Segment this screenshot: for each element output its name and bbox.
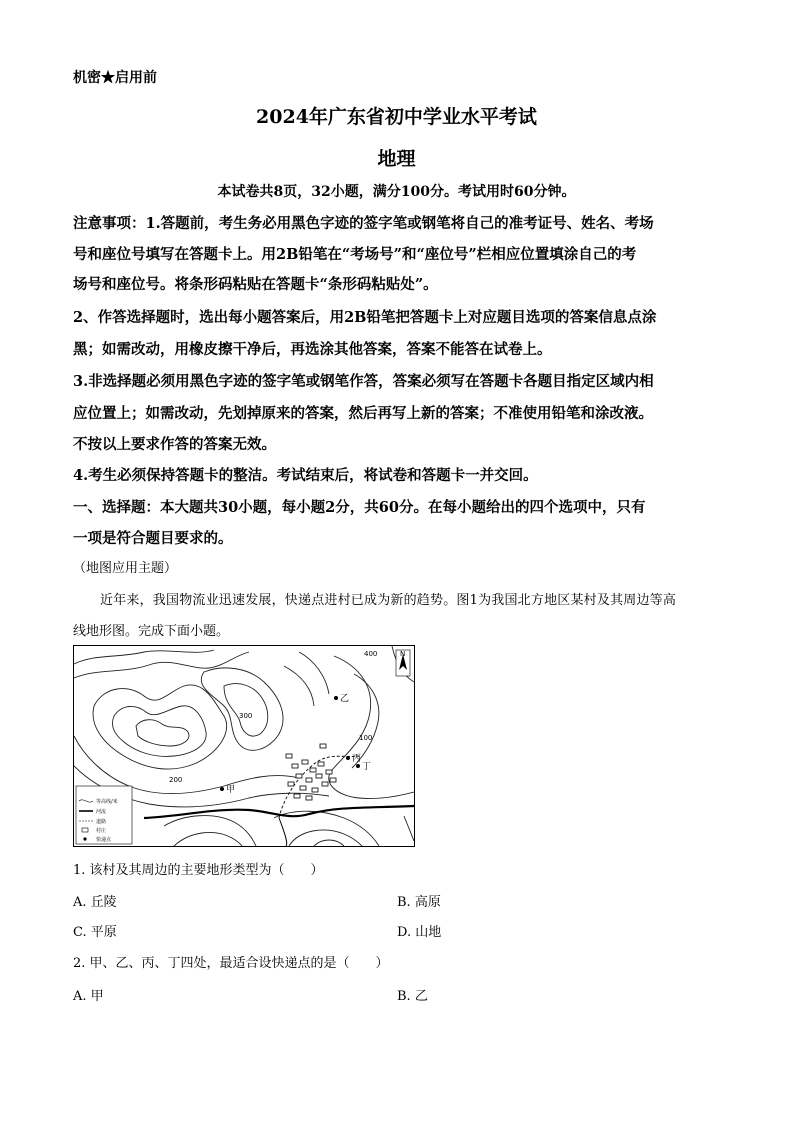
exam-title: 2024年广东省初中学业水平考试 bbox=[256, 106, 537, 128]
map-legend bbox=[76, 786, 132, 844]
contour-map bbox=[73, 645, 415, 847]
point-bing-marker bbox=[346, 756, 350, 760]
contour-map-svg bbox=[74, 646, 414, 846]
legend-label: 道路 bbox=[96, 819, 107, 825]
contour-label: 100 bbox=[359, 734, 373, 742]
question-1-stem: 1. 该村及其周边的主要地形类型为（ ） bbox=[73, 863, 324, 878]
question-2-option-b: B. 乙 bbox=[397, 989, 428, 1004]
section-theme: （地图应用主题） bbox=[73, 561, 178, 576]
notice-line: 注意事项：1.答题前，考生务必用黑色字迹的签字笔或钢笔将自己的准考证号、姓名、考场 bbox=[73, 215, 654, 232]
notice-line: 2、作答选择题时，选出每小题答案后，用2B铅笔把答题卡上对应题目选项的答案信息点涂 bbox=[73, 309, 657, 326]
point-bing-label: 丙 bbox=[352, 754, 362, 764]
question-1-option-c: C. 平原 bbox=[73, 925, 117, 940]
notice-line: 应位置上；如需改动，先划掉原来的答案，然后再写上新的答案；不准使用铅笔和涂改液。 bbox=[73, 405, 653, 422]
legend-label: 村庄 bbox=[96, 828, 107, 834]
contour-label: 300 bbox=[239, 712, 253, 720]
legend-label: 快递点 bbox=[96, 837, 112, 843]
question-2-stem: 2. 甲、乙、丙、丁四处，最适合设快递点的是（ ） bbox=[73, 956, 389, 971]
intro-line: 近年来，我国物流业迅速发展，快递点进村已成为新的趋势。图1为我国北方地区某村及其周边等高 bbox=[100, 593, 677, 608]
question-1-option-a: A. 丘陵 bbox=[73, 895, 117, 910]
notice-line: 号和座位号填写在答题卡上。用2B铅笔在“考场号”和“座位号”栏相应位置填涂自己的考 bbox=[73, 246, 637, 263]
point-jia-marker bbox=[220, 787, 224, 791]
question-1-option-d: D. 山地 bbox=[397, 925, 442, 940]
section-heading: 一、选择题：本大题共30小题，每小题2分，共60分。在每小题给出的四个选项中，只有 bbox=[73, 499, 646, 516]
question-1-option-b: B. 高原 bbox=[397, 895, 441, 910]
notice-line: 不按以上要求作答的答案无效。 bbox=[73, 436, 276, 453]
point-jia-label: 甲 bbox=[226, 785, 236, 795]
legend-label: 河流 bbox=[96, 809, 107, 815]
exam-info: 本试卷共8页，32小题，满分100分。考试用时60分钟。 bbox=[217, 184, 576, 200]
contour-label: 200 bbox=[169, 776, 183, 784]
legend-label: 等高线/米 bbox=[96, 799, 118, 805]
contour-label: 400 bbox=[364, 650, 378, 658]
confidential-label: 机密★启用前 bbox=[73, 70, 157, 86]
notice-line: 3.非选择题必须用黑色字迹的签字笔或钢笔作答，答案必须写在答题卡各题目指定区域内相 bbox=[73, 373, 654, 390]
point-ding-label: 丁 bbox=[362, 762, 372, 772]
point-yi-label: 乙 bbox=[340, 694, 350, 704]
notice-line: 4.考生必须保持答题卡的整洁。考试结束后，将试卷和答题卡一并交回。 bbox=[73, 467, 538, 484]
point-yi-marker bbox=[334, 696, 338, 700]
section-heading-cont: 一项是符合题目要求的。 bbox=[73, 530, 233, 547]
village-houses bbox=[286, 744, 336, 800]
road bbox=[279, 818, 287, 846]
intro-line: 线地形图。完成下面小题。 bbox=[73, 624, 230, 639]
question-2-option-a: A. 甲 bbox=[73, 989, 104, 1004]
exam-subject: 地理 bbox=[377, 148, 416, 170]
point-ding-marker bbox=[356, 764, 360, 768]
north-label: N bbox=[400, 650, 406, 658]
notice-line: 黑；如需改动，用橡皮擦干净后，再选涂其他答案，答案不能答在试卷上。 bbox=[73, 341, 552, 358]
notice-line: 场号和座位号。将条形码粘贴在答题卡“条形码粘贴处”。 bbox=[73, 276, 438, 293]
